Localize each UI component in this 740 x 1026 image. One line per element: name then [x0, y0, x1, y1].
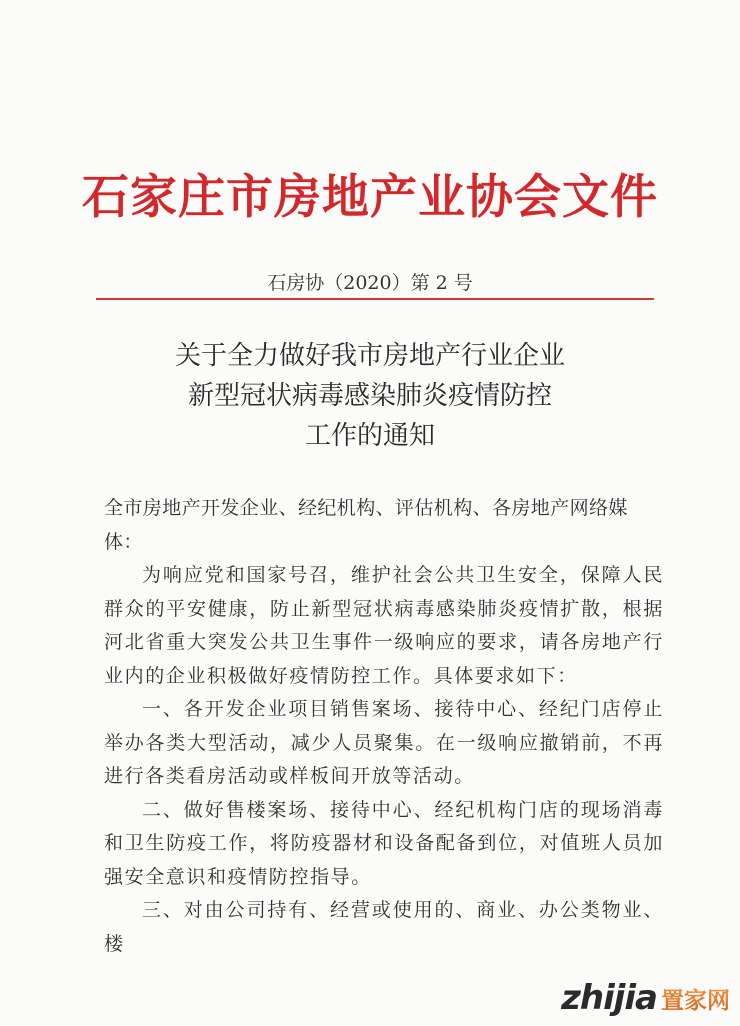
- watermark-site-name: 置家网: [661, 982, 730, 1015]
- notice-title: [0, 336, 740, 456]
- paragraph-intro: 为响应党和国家号召，维护社会公共卫生安全，保障人民群众的平安健康，防止新型冠状病毒感染肺炎疫情扩散，根据河北省重大突发公共卫生事件一级响应的要求，请各房地产行业内的企业积极做好疫情防控工作。具体要求如下：: [104, 564, 664, 687]
- notice-body: [104, 492, 664, 961]
- site-watermark: [561, 978, 730, 1018]
- document-number: 石房协（2020）第 2 号: [267, 272, 473, 294]
- paragraph-item-2: 二、做好售楼案场、接待中心、经纪机构门店的现场消毒和卫生防疫工作，将防疫器材和设备配备到位，对值班人员加强安全意识和疫情防控指导。: [104, 798, 664, 888]
- notice-title-line-3: 工作的通知: [304, 421, 435, 451]
- paragraph-item-1: 一、各开发企业项目销售案场、接待中心、经纪门店停止举办各类大型活动，减少人员聚集。在一级响应撤销前，不再进行各类看房活动或样板间开放等活动。: [104, 698, 664, 787]
- salutation: 全市房地产开发企业、经纪机构、评估机构、各房地产网络媒体：: [104, 497, 628, 553]
- red-divider-line: [96, 298, 654, 300]
- watermark-logo: zhijia: [561, 978, 657, 1018]
- paragraph-item-3: 三、对由公司持有、经营或使用的、商业、办公类物业、楼: [104, 899, 664, 955]
- org-document-title: 石家庄市房地产业协会文件: [82, 170, 658, 225]
- notice-title-line-2: 新型冠状病毒感染肺炎疫情防控: [187, 381, 552, 411]
- notice-title-line-1: 关于全力做好我市房地产行业企业: [174, 341, 565, 371]
